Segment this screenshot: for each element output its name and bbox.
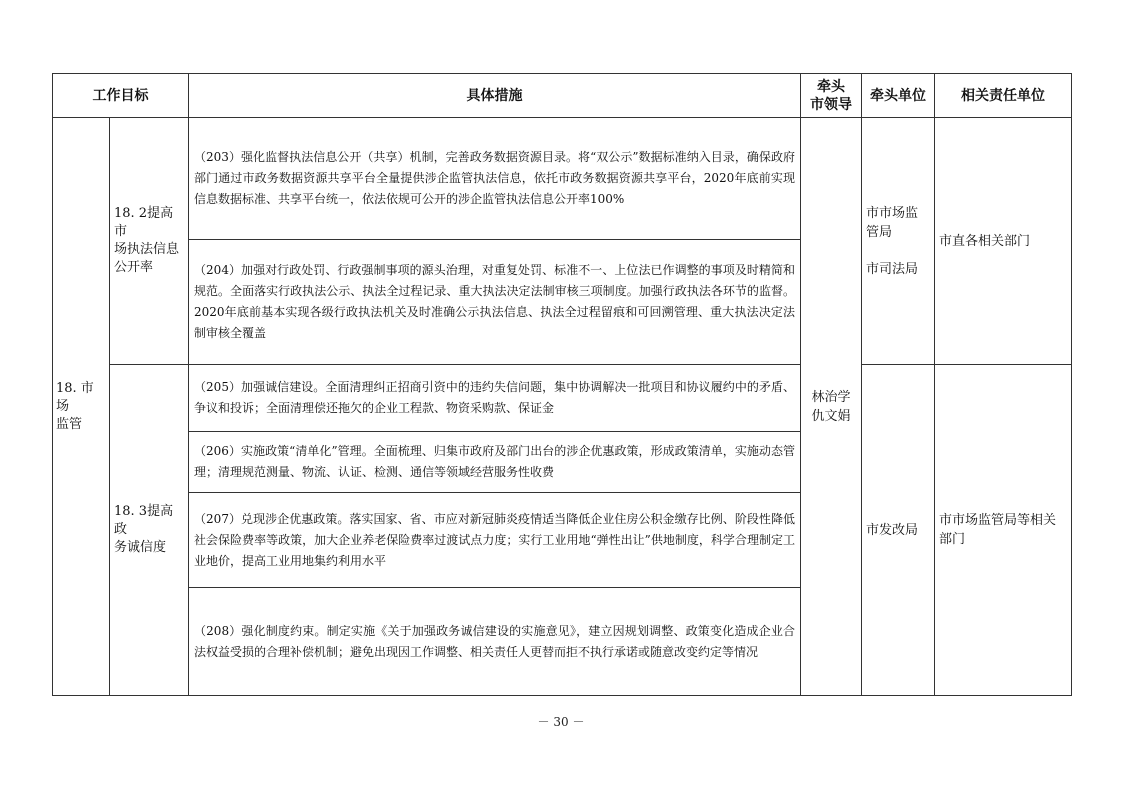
- goal-label-line1: 18. 市场: [56, 380, 94, 414]
- related-units-2-line1: 市市场监管局等相关: [939, 513, 1057, 528]
- subgoal-label-line1: 18. 2提高市: [114, 206, 174, 239]
- lead-unit-1-line2: 管局: [866, 224, 893, 240]
- lead-unit-cell-2: 市发改局: [862, 365, 935, 696]
- measures-table: [52, 73, 1072, 696]
- header-target: 工作目标: [53, 74, 189, 118]
- related-units-cell-1: 市直各相关部门: [935, 118, 1072, 365]
- subgoal-label-line2: 场执法信息: [114, 242, 180, 257]
- related-units-cell-2: [935, 365, 1072, 696]
- header-leader-line1: 牵头: [817, 78, 845, 95]
- measure-204: （204）加强对行政处罚、行政强制事项的源头治理，对重复处罚、标准不一、上位法已作调整的事项及时精简和规范。全面落实行政执法公示、执法全过程记录、重大执法决定法制审核三项制度。加强行政执法各环节的监督。2020年底前基本实现各级行政执法机关及时准确公示执法信息、执法全过程留痕和可回溯管理、重大执法决定法制审核全覆盖: [189, 240, 801, 365]
- table-row: [53, 118, 1072, 240]
- leader-cell: [801, 118, 862, 696]
- measure-208: （208）强化制度约束。制定实施《关于加强政务诚信建设的实施意见》，建立因规划调整、政策变化造成企业合法权益受损的合理补偿机制；避免出现因工作调整、相关责任人更替而拒不执行承诺或随意改变约定等情况: [189, 588, 801, 696]
- header-measures: 具体措施: [189, 74, 801, 118]
- leader-name-1: 林治学: [811, 389, 851, 405]
- table-row: [53, 365, 1072, 432]
- table-header-row: [53, 74, 1072, 118]
- subgoal-label-line1: 18. 3提高政: [114, 504, 174, 537]
- subgoal-cell-18-3: [110, 365, 189, 696]
- related-units-2-line2: 部门: [939, 532, 966, 547]
- header-lead-unit: 牵头单位: [862, 74, 935, 118]
- lead-unit-1-line1: 市市场监: [866, 205, 919, 221]
- header-leader-line2: 市领导: [810, 96, 852, 113]
- subgoal-label-line2: 务诚信度: [114, 540, 167, 555]
- goal-label-line2: 监管: [56, 416, 83, 432]
- measure-206: （206）实施政策“清单化”管理。全面梳理、归集市政府及部门出台的涉企优惠政策，形成政策清单，实施动态管理；清理规范测量、物流、认证、检测、通信等领域经营服务性收费: [189, 432, 801, 493]
- measure-203: （203）强化监督执法信息公开（共享）机制，完善政务数据资源目录。将“双公示”数据标准纳入目录，确保政府部门通过市政务数据资源共享平台全量提供涉企监管执法信息，依托市政务数据资源共享平台，2020年底前实现信息数据标准、共享平台统一，依法依规可公开的涉企监管执法信息公开率100%: [189, 118, 801, 240]
- lead-unit-cell-1: [862, 118, 935, 365]
- lead-unit-1-line3: 市司法局: [866, 261, 919, 277]
- measure-205: （205）加强诚信建设。全面清理纠正招商引资中的违约失信问题，集中协调解决一批项目和协议履约中的矛盾、争议和投诉；全面清理偿还拖欠的企业工程款、物资采购款、保证金: [189, 365, 801, 432]
- goal-cell: [53, 118, 110, 696]
- page-number: － 30 －: [537, 715, 585, 729]
- subgoal-label-line3: 公开率: [114, 260, 154, 275]
- subgoal-cell-18-2: [110, 118, 189, 365]
- header-leader: [801, 74, 862, 118]
- header-related-units: 相关责任单位: [935, 74, 1072, 118]
- measure-207: （207）兑现涉企优惠政策。落实国家、省、市应对新冠肺炎疫情适当降低企业住房公积金缴存比例、阶段性降低社会保险费率等政策，加大企业养老保险费率过渡试点力度；实行工业用地“弹性出让”供地制度，科学合理制定工业地价，提高工业用地集约利用水平: [189, 493, 801, 588]
- leader-name-2: 仇文娟: [811, 408, 851, 424]
